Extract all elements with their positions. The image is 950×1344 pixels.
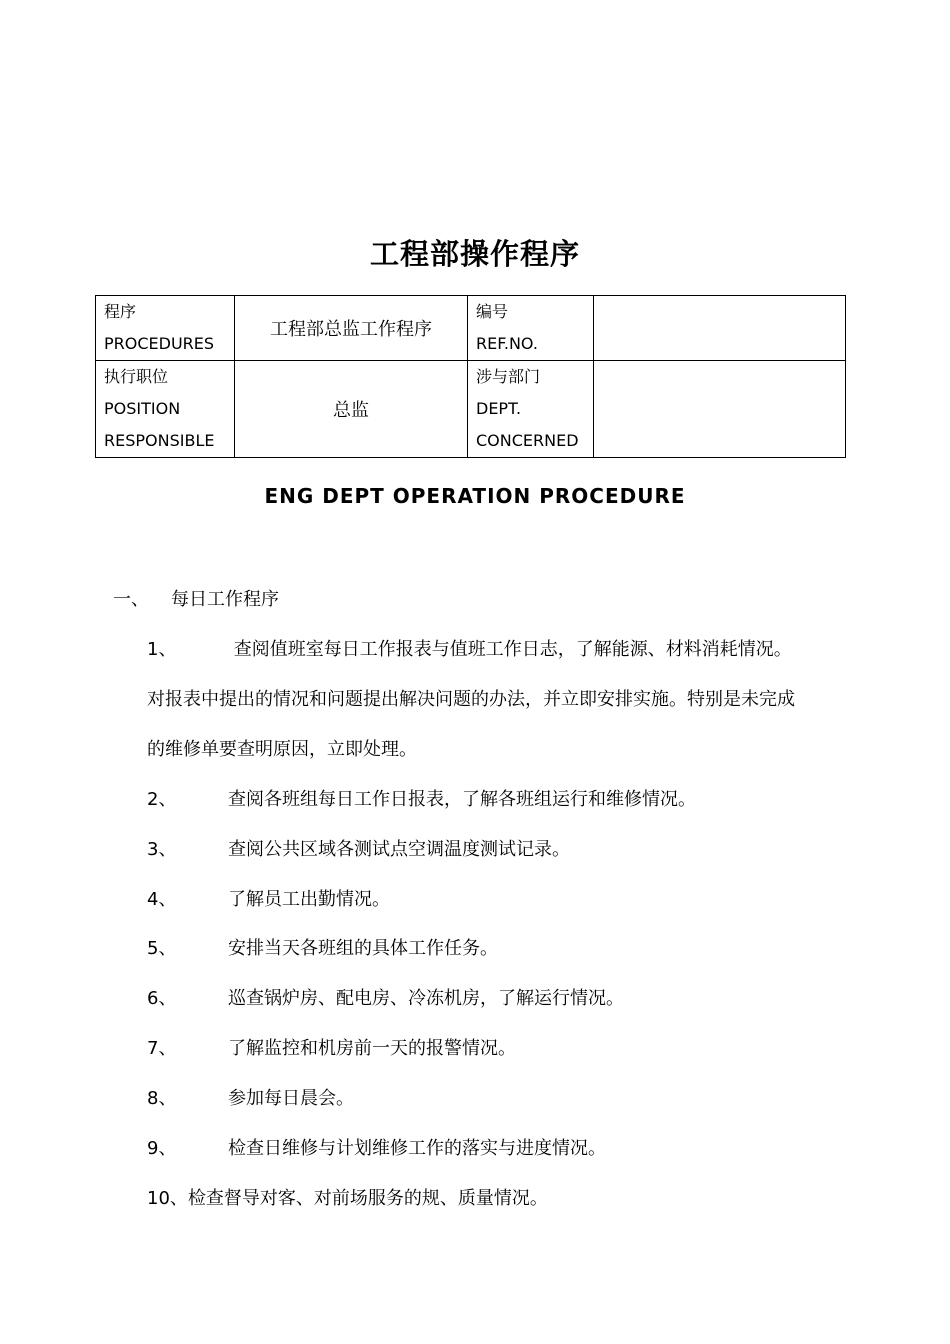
ref-value: [594, 296, 846, 361]
list-item: [147, 1034, 516, 1060]
dept-label-cn: 涉与部门: [476, 367, 541, 386]
procedures-value: 工程部总监工作程序: [235, 296, 468, 361]
ref-label-cell: [468, 296, 594, 361]
english-subtitle: ENG DEPT OPERATION PROCEDURE: [264, 484, 686, 508]
position-label-en1: POSITION: [104, 399, 181, 418]
dept-label-en2: CONCERNED: [476, 431, 579, 450]
item-number: 1、: [147, 639, 177, 660]
item-text: 检查日维修与计划维修工作的落实与进度情况。: [228, 1138, 606, 1159]
position-value: 总监: [235, 361, 468, 458]
procedures-label-cell: [96, 296, 235, 361]
item-text: 安排当天各班组的具体工作任务。: [228, 938, 498, 959]
procedures-label-cn: 程序: [104, 302, 137, 321]
list-item: [147, 835, 570, 861]
item-number: 5、: [147, 938, 177, 959]
dept-label-cell: [468, 361, 594, 458]
list-item: [147, 1084, 354, 1110]
item-text: 查阅各班组每日工作日报表，了解各班组运行和维修情况。: [228, 789, 696, 810]
table-row: [96, 296, 846, 361]
item-text: 巡查锅炉房、配电房、冷冻机房，了解运行情况。: [228, 988, 624, 1009]
section-title: 每日工作程序: [171, 589, 279, 610]
item-number: 6、: [147, 988, 177, 1009]
item-number: 7、: [147, 1038, 177, 1059]
item-number: 3、: [147, 839, 177, 860]
ref-label-cn: 编号: [476, 302, 509, 321]
item-text: 参加每日晨会。: [228, 1088, 354, 1109]
item-text: 查阅公共区域各测试点空调温度测试记录。: [228, 839, 570, 860]
list-item: [147, 934, 498, 960]
position-label-en2: RESPONSIBLE: [104, 431, 215, 450]
procedures-label-en: PROCEDURES: [104, 334, 215, 353]
ref-label-en: REF.NO.: [476, 334, 538, 353]
dept-label-en1: DEPT.: [476, 399, 522, 418]
item-text: 检查督导对客、对前场服务的规、质量情况。: [187, 1188, 548, 1209]
item-text: 了解员工出勤情况。: [228, 889, 390, 910]
position-label-cn: 执行职位: [104, 367, 169, 386]
list-item: [147, 885, 390, 911]
page-title: 工程部操作程序: [369, 237, 580, 271]
position-label-cell: [96, 361, 235, 458]
item-text: 了解监控和机房前一天的报警情况。: [228, 1038, 516, 1059]
list-item: [147, 635, 792, 661]
table-row: [96, 361, 846, 458]
item-continuation: 对报表中提出的情况和问题提出解决问题的办法，并立即安排实施。特别是未完成: [147, 689, 795, 710]
item-number: 4、: [147, 889, 177, 910]
section-number: 一、: [113, 589, 149, 610]
list-item: [147, 1134, 606, 1160]
item-number: 10、: [147, 1188, 188, 1209]
section-heading: [113, 585, 279, 611]
item-continuation: 的维修单要查明原因，立即处理。: [147, 739, 417, 760]
list-item: [147, 785, 696, 811]
item-number: 2、: [147, 789, 177, 810]
dept-value: [594, 361, 846, 458]
item-number: 9、: [147, 1138, 177, 1159]
list-item: [147, 984, 624, 1010]
procedure-info-table: [95, 295, 846, 458]
item-text: 查阅值班室每日工作报表与值班工作日志，了解能源、材料消耗情况。: [228, 639, 792, 660]
list-item: [147, 1184, 548, 1210]
item-number: 8、: [147, 1088, 177, 1109]
